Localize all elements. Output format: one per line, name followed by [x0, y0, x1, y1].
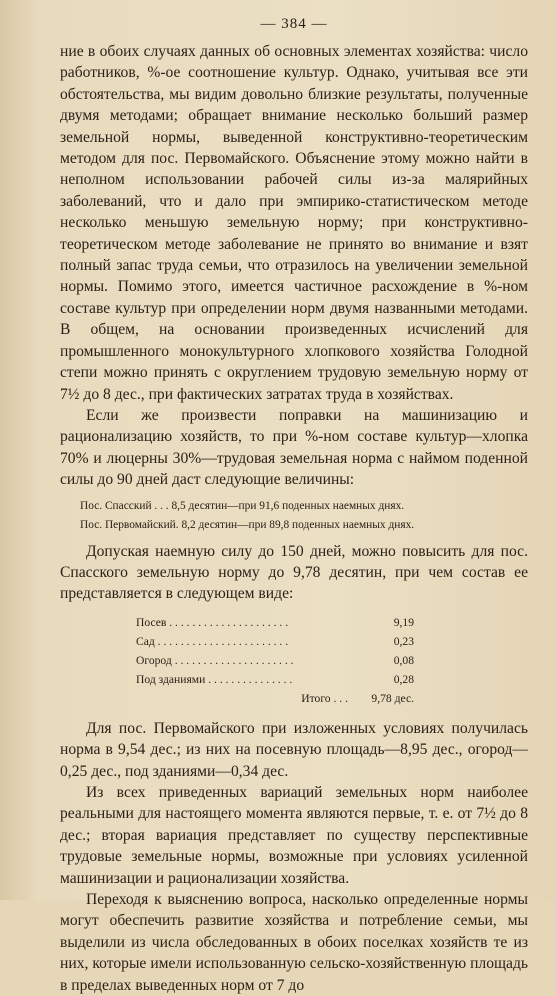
- row-value: 0,08: [393, 653, 414, 667]
- total-label: Итого . . .: [301, 691, 348, 705]
- table-row: [136, 613, 414, 632]
- paragraph-5: Из всех приведенных вариаций земельных норм наиболее реальными для настоящего момента являются первые, т. е. от 7½ до 8 дес.; вторая вариация представляет по существу перспективные трудовые земельные нормы, возможные при условиях усиленной машинизации и рационализации хозяйства.: [60, 783, 528, 887]
- land-norm-list: [80, 497, 528, 535]
- row-value: 9,19: [393, 615, 414, 629]
- total-value: 9,78 дес.: [371, 691, 414, 705]
- table-row: [136, 632, 414, 651]
- table-row: [136, 670, 414, 689]
- row-label: Под зданиями . . . . . . . . . . . . . . .: [136, 672, 293, 686]
- paragraph-4: Для пос. Первомайского при изложенных условиях получилась норма в 9,54 дес.; из них на посевную площадь—8,95 дес., огород—0,25 дес., под зданиями—0,34 дес.: [60, 719, 528, 780]
- table-row: [136, 651, 414, 670]
- land-distribution-table: [136, 613, 414, 708]
- row-label: Сад . . . . . . . . . . . . . . . . . . . . . . .: [136, 634, 289, 648]
- row-label: Огород . . . . . . . . . . . . . . . . . . . . .: [136, 653, 294, 667]
- row-value: 0,28: [393, 672, 414, 686]
- page-number: — 384 —: [260, 16, 328, 32]
- paragraph-6: Переходя к выяснению вопроса, насколько определенные нормы могут обеспечить развитие хозяйства и потребление семьи, мы выделили из числа обследованных в обоих поселках хозяйств те из них, которые имели использованную сельско-хозяйственную площадь в пределах выведенных норм от 7 до: [60, 891, 528, 994]
- land-norm-pervomaysky: Пос. Первомайский. 8,2 десятин—при 89,8 поденных наемных днях.: [80, 518, 415, 531]
- paragraph-2: Если же произвести поправки на машинизацию и рационализацию хозяйств, то при %-ном составе культур—хлопка 70% и люцерны 30%—трудовая земельная норма с наймом поденной силы до 90 дней даст следующие величины:: [60, 406, 528, 489]
- row-value: 0,23: [393, 634, 414, 648]
- table-total-row: [136, 689, 414, 708]
- paragraph-1: ние в обоих случаях данных об основных элементах хозяйства: число работников, %-ое соотношение культур. Однако, учитывая все эти обстоятельства, мы видим довольно близкие результаты, полученные двумя методами; обращает внимание несколько больший размер земельной нормы, выведенной конструктивно-теоретическим методом для пос. Первомайского. Объяснение этому можно найти в неполном использовании рабочей силы из-за малярийных заболеваний, что и дало при эмпирико-статистическом методе несколько меньшую земельную норму; при конструктивно-теоретическом методе заболевание не принято во внимание и взят полный запас труда семьи, что отразилось на увеличении земельной нормы. Помимо этого, имеется частичное расхождение в %-ном составе культур при определении норм двумя названными методами. В общем, на основании произведенных исчислений для промышленного монокультурного хлопкового хозяйства Голодной степи можно принять с округлением трудовую земельную норму от 7½ до 8 дес., при фактических затратах труда в хозяйствах.: [60, 43, 528, 403]
- paragraph-3: Допуская наемную силу до 150 дней, можно повысить для пос. Спасского земельную норму до 9,78 десятин, при чем состав ее представляется в следующем виде:: [60, 542, 528, 603]
- land-norm-spassky: Пос. Спасский . . . 8,5 десятин—при 91,6 поденных наемных днях.: [80, 499, 405, 512]
- row-label: Посев . . . . . . . . . . . . . . . . . . . . .: [136, 615, 289, 629]
